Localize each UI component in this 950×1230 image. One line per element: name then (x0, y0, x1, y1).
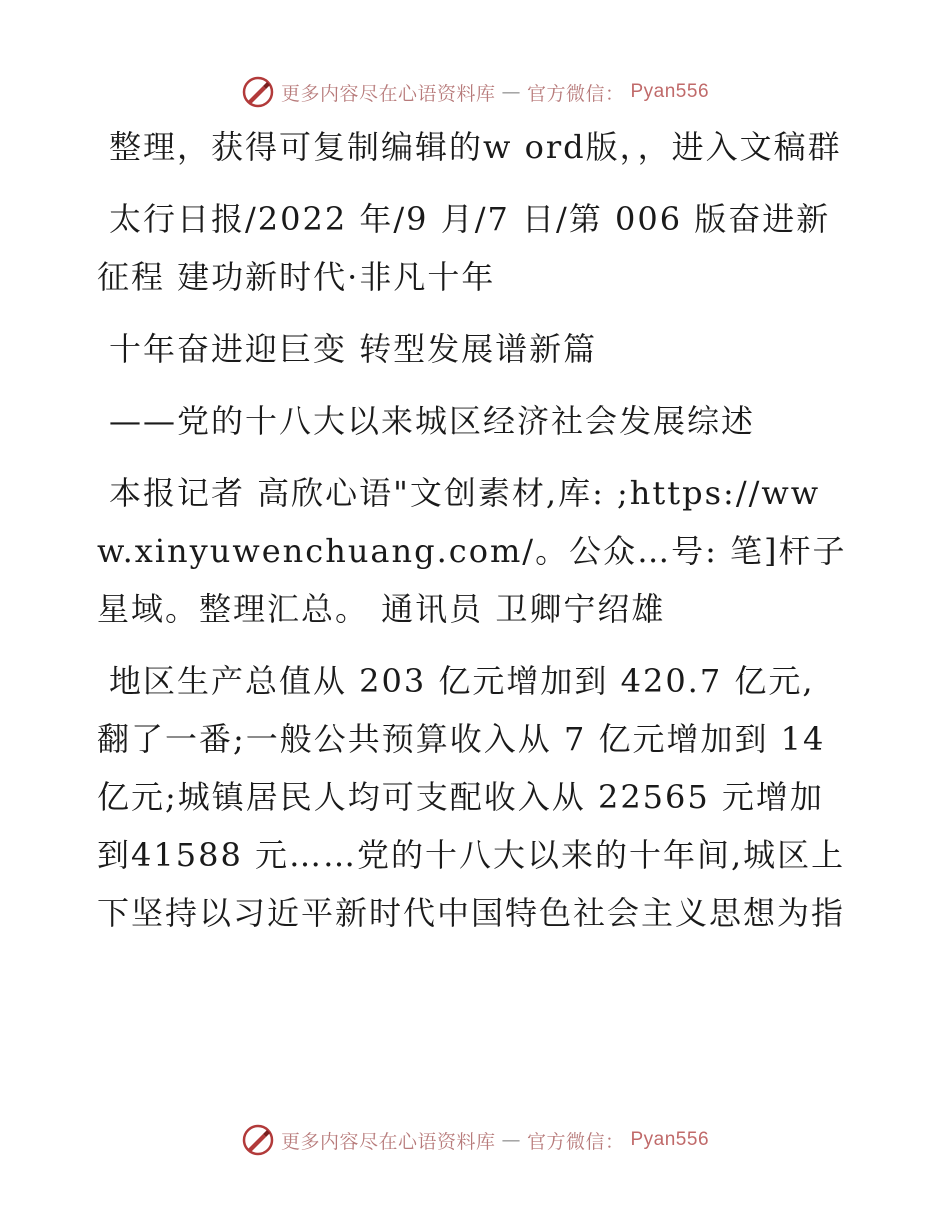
document-body (97, 118, 847, 956)
footer-watermark (0, 1120, 950, 1160)
pen-logo-icon (241, 1123, 275, 1157)
pen-logo-icon (241, 75, 275, 109)
byline-paragraph: 本报记者 高欣心语"文创素材,库: ;https://www.xinyuwenchuang.com/。公众…号: 笔]杆子星域。整理汇总。 通讯员 卫卿宁绍雄 (97, 474, 847, 628)
intro-paragraph: 整理，获得可复制编辑的w ord版，，进入文稿群 (109, 128, 842, 166)
body-paragraph: 地区生产总值从 203 亿元增加到 420.7 亿元,翻了一番;一般公共预算收入从 7 亿元增加到 14亿元;城镇居民人均可支配收入从 22565 元增加到41588 元……党的十八大以来的十年间,城区上下坚持以习近平新时代中国特色社会主义思想为指 (97, 662, 846, 932)
watermark-text: 更多内容尽在心语资料库 (280, 1130, 496, 1153)
watermark-contact-id: Pyan556 (630, 81, 710, 102)
watermark-contact-id: Pyan556 (630, 1129, 710, 1150)
watermark-separator: — (501, 81, 521, 103)
article-subtitle: ——党的十八大以来城区经济社会发展综述 (109, 402, 756, 440)
article-title: 十年奋进迎巨变 转型发展谱新篇 (109, 330, 598, 368)
watermark-contact-label: 官方微信： (526, 1130, 625, 1153)
watermark-contact-label: 官方微信： (526, 82, 625, 105)
watermark-separator: — (501, 1129, 521, 1151)
header-watermark (0, 72, 950, 112)
source-line: 太行日报/2022 年/9 月/7 日/第 006 版奋进新征程 建功新时代·非凡十年 (97, 200, 831, 296)
watermark-text: 更多内容尽在心语资料库 (280, 82, 496, 105)
